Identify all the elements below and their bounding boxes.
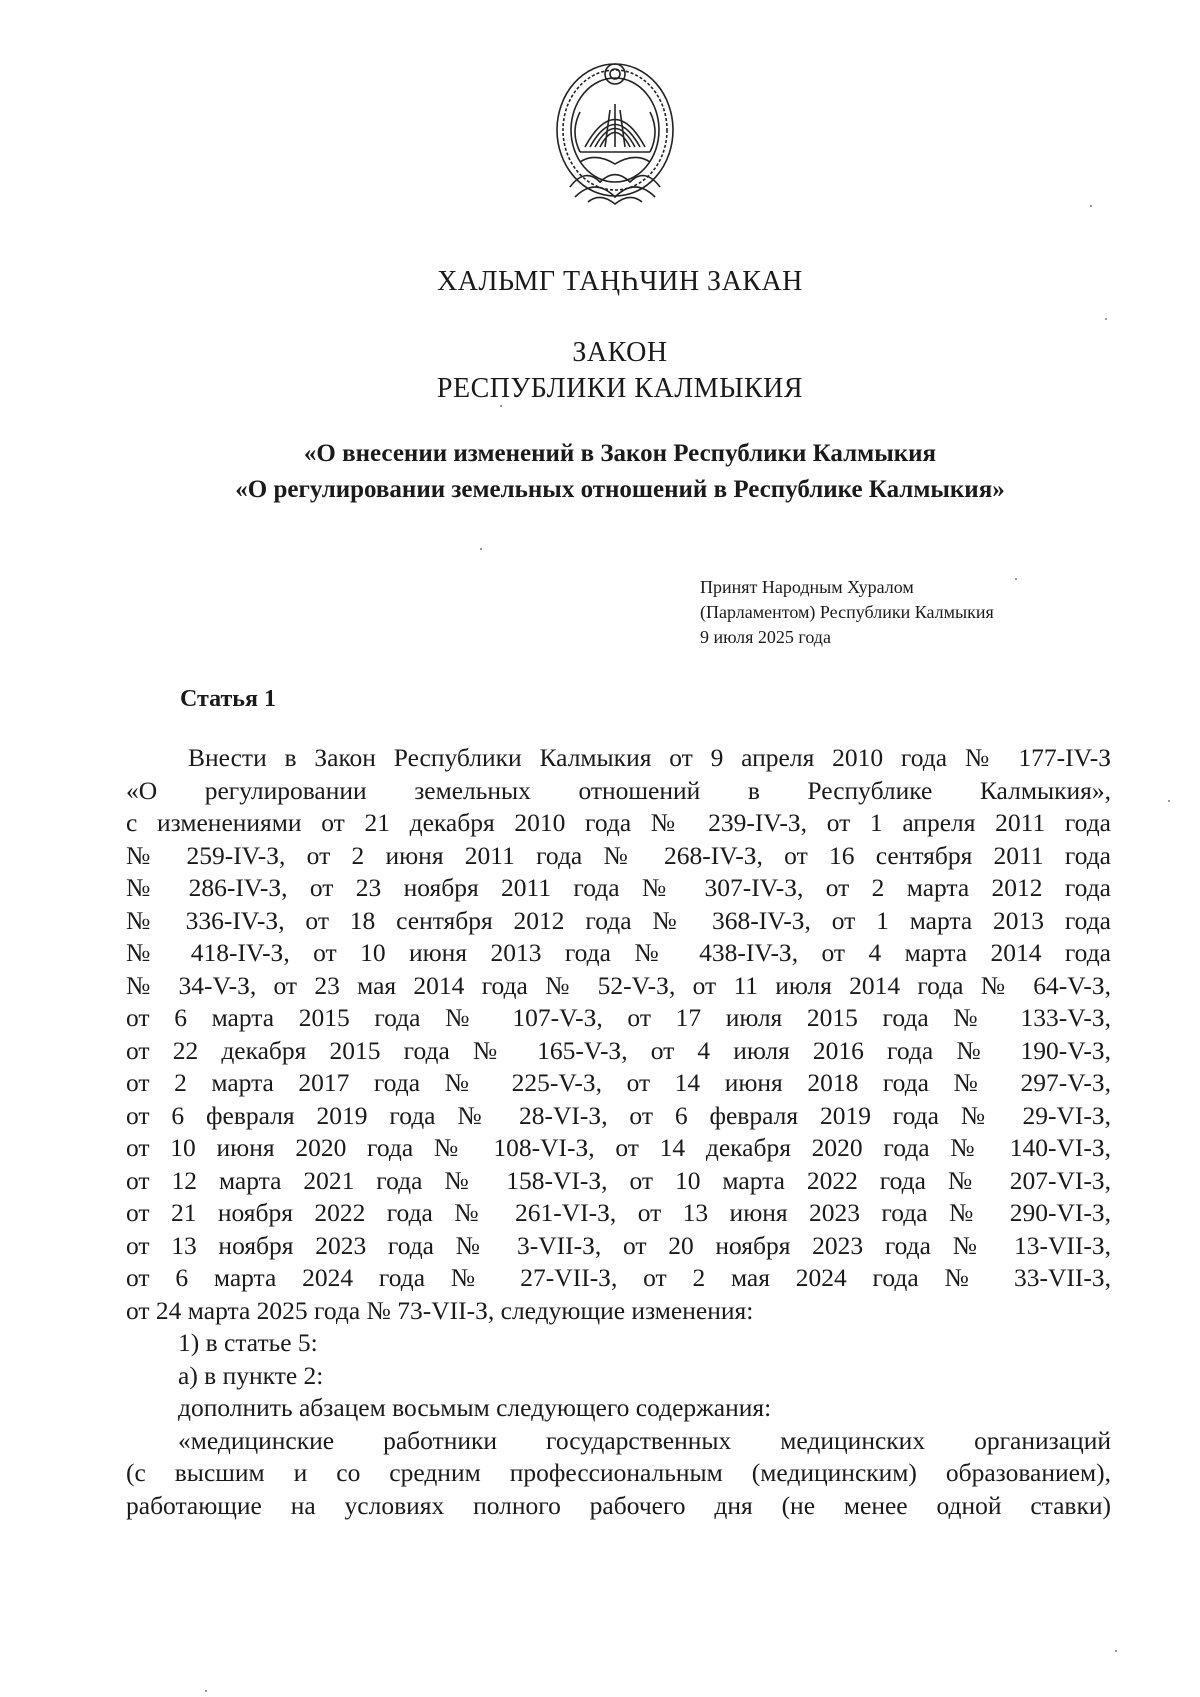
scan-speck: [205, 1690, 207, 1692]
body-line: дополнить абзацем восьмым следующего содержания:: [178, 1393, 772, 1422]
article-heading: Статья 1: [180, 686, 276, 712]
title-kalmyk: ХАЛЬМГ ТАҢҺЧИН ЗАКАН: [437, 266, 803, 297]
scan-speck: [500, 405, 502, 407]
body-line: от 6 марта 2015 года № 107-V-З, от 17 июля 2015 года № 133-V-З,: [126, 1003, 1111, 1032]
body-line: «О регулировании земельных отношений в Республике Калмыкия»,: [126, 775, 1111, 805]
title-republic: РЕСПУБЛИКИ КАЛМЫКИЯ: [436, 373, 804, 404]
list-item: 1) в статье 5:: [178, 1328, 318, 1357]
adoption-date: 9 июля 2025 года: [700, 627, 831, 647]
scan-speck: [1015, 578, 1017, 580]
body-line: с изменениями от 21 декабря 2010 года № 239-IV-З, от 1 апреля 2011 года: [126, 808, 1111, 837]
body-line: Внести в Закон Республики Калмыкия от 9 апреля 2010 года № 177-IV-З: [188, 743, 1111, 772]
article-body: [126, 742, 1111, 1522]
body-line: работающие на условиях полного рабочего дня (не менее одной ставки): [126, 1490, 1111, 1520]
body-line: от 10 июня 2020 года № 108-VI-З, от 14 декабря 2020 года № 140-VI-З,: [126, 1133, 1111, 1162]
body-line: № 418-IV-З, от 10 июня 2013 года № 438-IV-З, от 4 марта 2014 года: [126, 938, 1111, 967]
list-item: а) в пункте 2:: [178, 1360, 324, 1390]
body-line: от 21 ноября 2022 года № 261-VI-З, от 13 июня 2023 года № 290-VI-З,: [126, 1198, 1111, 1227]
body-line: № 336-IV-З, от 18 сентября 2012 года № 368-IV-З, от 1 марта 2013 года: [126, 905, 1111, 935]
law-subject-line-2: «О регулировании земельных отношений в Республике Калмыкия»: [235, 476, 1005, 503]
scan-speck: [480, 548, 482, 550]
body-line: от 13 ноября 2023 года № 3-VII-З, от 20 ноября 2023 года № 13-VII-З,: [126, 1230, 1111, 1260]
body-line: от 12 марта 2021 года № 158-VI-З, от 10 марта 2022 года № 207-VI-З,: [126, 1165, 1111, 1195]
body-line: № 34-V-З, от 23 мая 2014 года № 52-V-З, от 11 июля 2014 года № 64-V-З,: [126, 970, 1111, 1000]
adoption-line-2: (Парламентом) Республики Калмыкия: [700, 602, 994, 622]
body-line: (с высшим и со средним профессиональным (медицинским) образованием),: [126, 1458, 1111, 1487]
body-line: № 259-IV-З, от 2 июня 2011 года № 268-IV-З, от 16 сентября 2011 года: [126, 840, 1111, 870]
body-line: от 2 марта 2017 года № 225-V-З, от 14 июня 2018 года № 297-V-З,: [126, 1068, 1111, 1097]
scan-speck: [1105, 318, 1107, 320]
body-line: № 286-IV-З, от 23 ноября 2011 года № 307-IV-З, от 2 марта 2012 года: [126, 873, 1111, 902]
body-line: от 6 февраля 2019 года № 28-VI-З, от 6 февраля 2019 года № 29-VI-З,: [126, 1100, 1111, 1130]
coat-of-arms-emblem: [540, 52, 690, 222]
scan-speck: [1168, 800, 1170, 802]
scan-speck: [1090, 205, 1092, 207]
title-law: ЗАКОН: [572, 337, 668, 368]
body-line: от 6 марта 2024 года № 27-VII-З, от 2 мая 2024 года № 33-VII-З,: [126, 1263, 1111, 1292]
adoption-line-1: Принят Народным Хуралом: [700, 577, 914, 597]
body-line: от 22 декабря 2015 года № 165-V-З, от 4 июля 2016 года № 190-V-З,: [126, 1035, 1111, 1065]
scan-speck: [1115, 1650, 1117, 1652]
law-subject-line-1: «О внесении изменений в Закон Республики Калмыкия: [303, 440, 937, 467]
body-line: «медицинские работники государственных медицинских организаций: [178, 1425, 1111, 1455]
body-line: от 24 марта 2025 года № 73-VII-З, следующие изменения:: [126, 1295, 754, 1325]
adoption-note: [700, 575, 994, 650]
